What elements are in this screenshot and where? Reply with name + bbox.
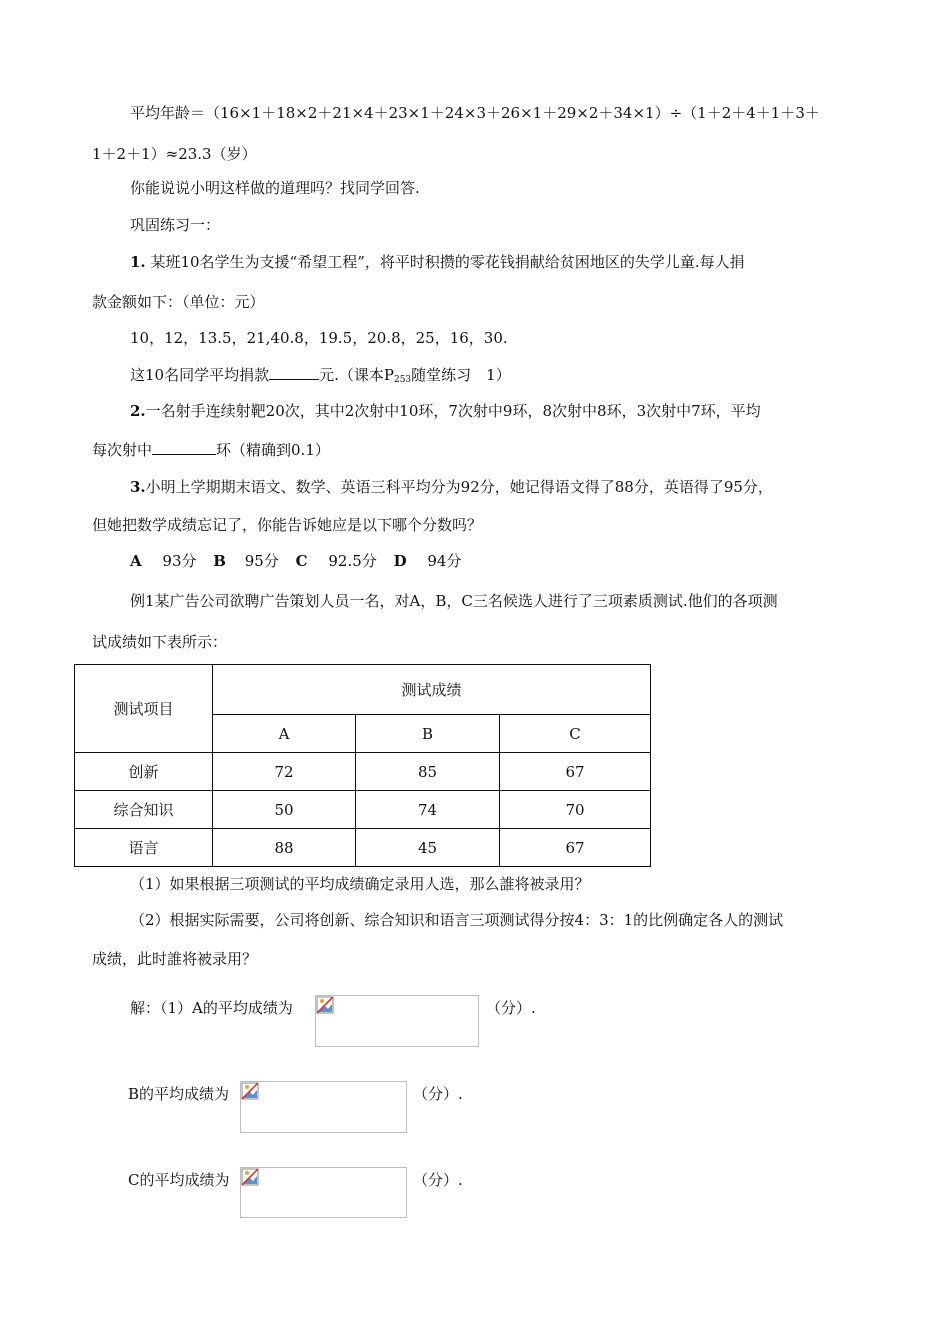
table-row xyxy=(75,791,651,829)
row-item: 语言 xyxy=(75,829,213,867)
exercise-1-answer-suffix: 元.（课本P xyxy=(319,366,394,384)
formula-line-1: 平均年龄＝（16×1＋18×2＋21×4＋23×1＋24×3＋26×1＋29×2＋34×1）÷（1＋2＋4＋1＋3＋ xyxy=(130,104,820,122)
exercise-2-line-2-prefix: 每次射中 xyxy=(92,441,153,459)
cell-value: 67 xyxy=(500,829,651,867)
row-item: 创新 xyxy=(75,753,213,791)
cell-value: 70 xyxy=(500,791,651,829)
cell-value: 72 xyxy=(213,753,356,791)
solution-c-unit: （分）. xyxy=(413,1171,463,1189)
table-row xyxy=(75,753,651,791)
solution-a-unit: （分）. xyxy=(486,999,536,1017)
cell-value: 50 xyxy=(213,791,356,829)
exercise-3-line-2: 但她把数学成绩忘记了，你能告诉她应是以下哪个分数吗？ xyxy=(92,516,483,534)
option-letter: B xyxy=(213,552,226,570)
solution-c-prefix: C的平均成绩为 xyxy=(128,1171,230,1189)
option-text: 95分 xyxy=(244,552,279,570)
broken-image-icon xyxy=(316,996,334,1014)
exercise-1-text: 某班10名学生为支援“希望工程”，将平时积攒的零花钱捐献给贫困地区的失学儿童.每人捐 xyxy=(150,253,745,271)
exercise-2-line-2-suffix: 环（精确到0.1） xyxy=(216,441,330,459)
example-line-2: 试成绩如下表所示： xyxy=(92,633,228,651)
exercise-2-text: 一名射手连续射靶20次，其中2次射中10环，7次射中9环，8次射中8环，3次射中7环，平均 xyxy=(145,402,761,420)
formula-image-b xyxy=(240,1081,407,1133)
exercise-1-number: 1. xyxy=(130,253,146,271)
answer-blank xyxy=(269,365,319,380)
page-subscript: 253 xyxy=(393,375,412,385)
broken-image-icon xyxy=(241,1082,259,1100)
answer-blank xyxy=(152,440,216,455)
cell-value: 45 xyxy=(356,829,500,867)
cell-value: 74 xyxy=(356,791,500,829)
broken-image-icon xyxy=(241,1168,259,1186)
exercise-2-number: 2. xyxy=(130,402,146,420)
question-1: （1）如果根据三项测试的平均成绩确定录用人选，那么誰将被录用？ xyxy=(130,875,590,893)
exercise-3-line-1 xyxy=(130,477,773,497)
exercise-1-line-2: 款金额如下：（单位：元） xyxy=(92,293,265,311)
header-candidate-a: A xyxy=(213,715,356,753)
header-scores: 测试成绩 xyxy=(213,665,651,715)
question-2-line-1: （2）根据实际需要，公司将创新、综合知识和语言三项测试得分按4：3：1的比例确定各人的测试 xyxy=(130,911,784,929)
section-title: 巩固练习一： xyxy=(130,216,221,234)
exercise-1-answer xyxy=(130,365,511,390)
header-candidate-b: B xyxy=(356,715,500,753)
cell-value: 85 xyxy=(356,753,500,791)
exercise-3-options xyxy=(130,551,461,571)
exercise-1-answer-prefix: 这10名同学平均捐款 xyxy=(130,366,270,384)
option-text: 92.5分 xyxy=(328,552,377,570)
exercise-1-data: 10，12，13.5，21,40.8，19.5，20.8，25，16，30. xyxy=(130,329,508,347)
solution-a-prefix: 解：（1）A的平均成绩为 xyxy=(130,999,293,1017)
exercise-3-number: 3. xyxy=(130,478,146,496)
formula-line-2: 1＋2＋1）≈23.3（岁） xyxy=(92,145,257,163)
question-text: 你能说说小明这样做的道理吗？找同学回答. xyxy=(130,179,420,197)
exercise-1-answer-suffix-b: 随堂练习 1） xyxy=(411,366,511,384)
option-text: 93分 xyxy=(162,552,197,570)
formula-image-a xyxy=(315,995,479,1047)
option-letter: D xyxy=(393,552,407,570)
exercise-2-line-2 xyxy=(92,440,330,460)
exercise-1-line-1 xyxy=(130,252,745,272)
exercise-2-line-1 xyxy=(130,401,761,421)
formula-image-c xyxy=(240,1167,407,1218)
score-table xyxy=(74,664,651,867)
table-row xyxy=(75,829,651,867)
example-line-1: 例1某广告公司欲聘广告策划人员一名，对A，B，C三名候选人进行了三项素质测试.他们的各项测 xyxy=(130,592,778,610)
solution-b-unit: （分）. xyxy=(413,1085,463,1103)
header-candidate-c: C xyxy=(500,715,651,753)
header-item: 测试项目 xyxy=(75,665,213,753)
cell-value: 67 xyxy=(500,753,651,791)
cell-value: 88 xyxy=(213,829,356,867)
option-letter: A xyxy=(130,552,142,570)
row-item: 综合知识 xyxy=(75,791,213,829)
question-2-line-2: 成绩，此时誰将被录用？ xyxy=(92,950,258,968)
exercise-3-text: 小明上学期期末语文、数学、英语三科平均分为92分，她记得语文得了88分，英语得了95分， xyxy=(145,478,773,496)
option-letter: C xyxy=(295,552,308,570)
solution-b-prefix: B的平均成绩为 xyxy=(128,1085,230,1103)
option-text: 94分 xyxy=(427,552,462,570)
